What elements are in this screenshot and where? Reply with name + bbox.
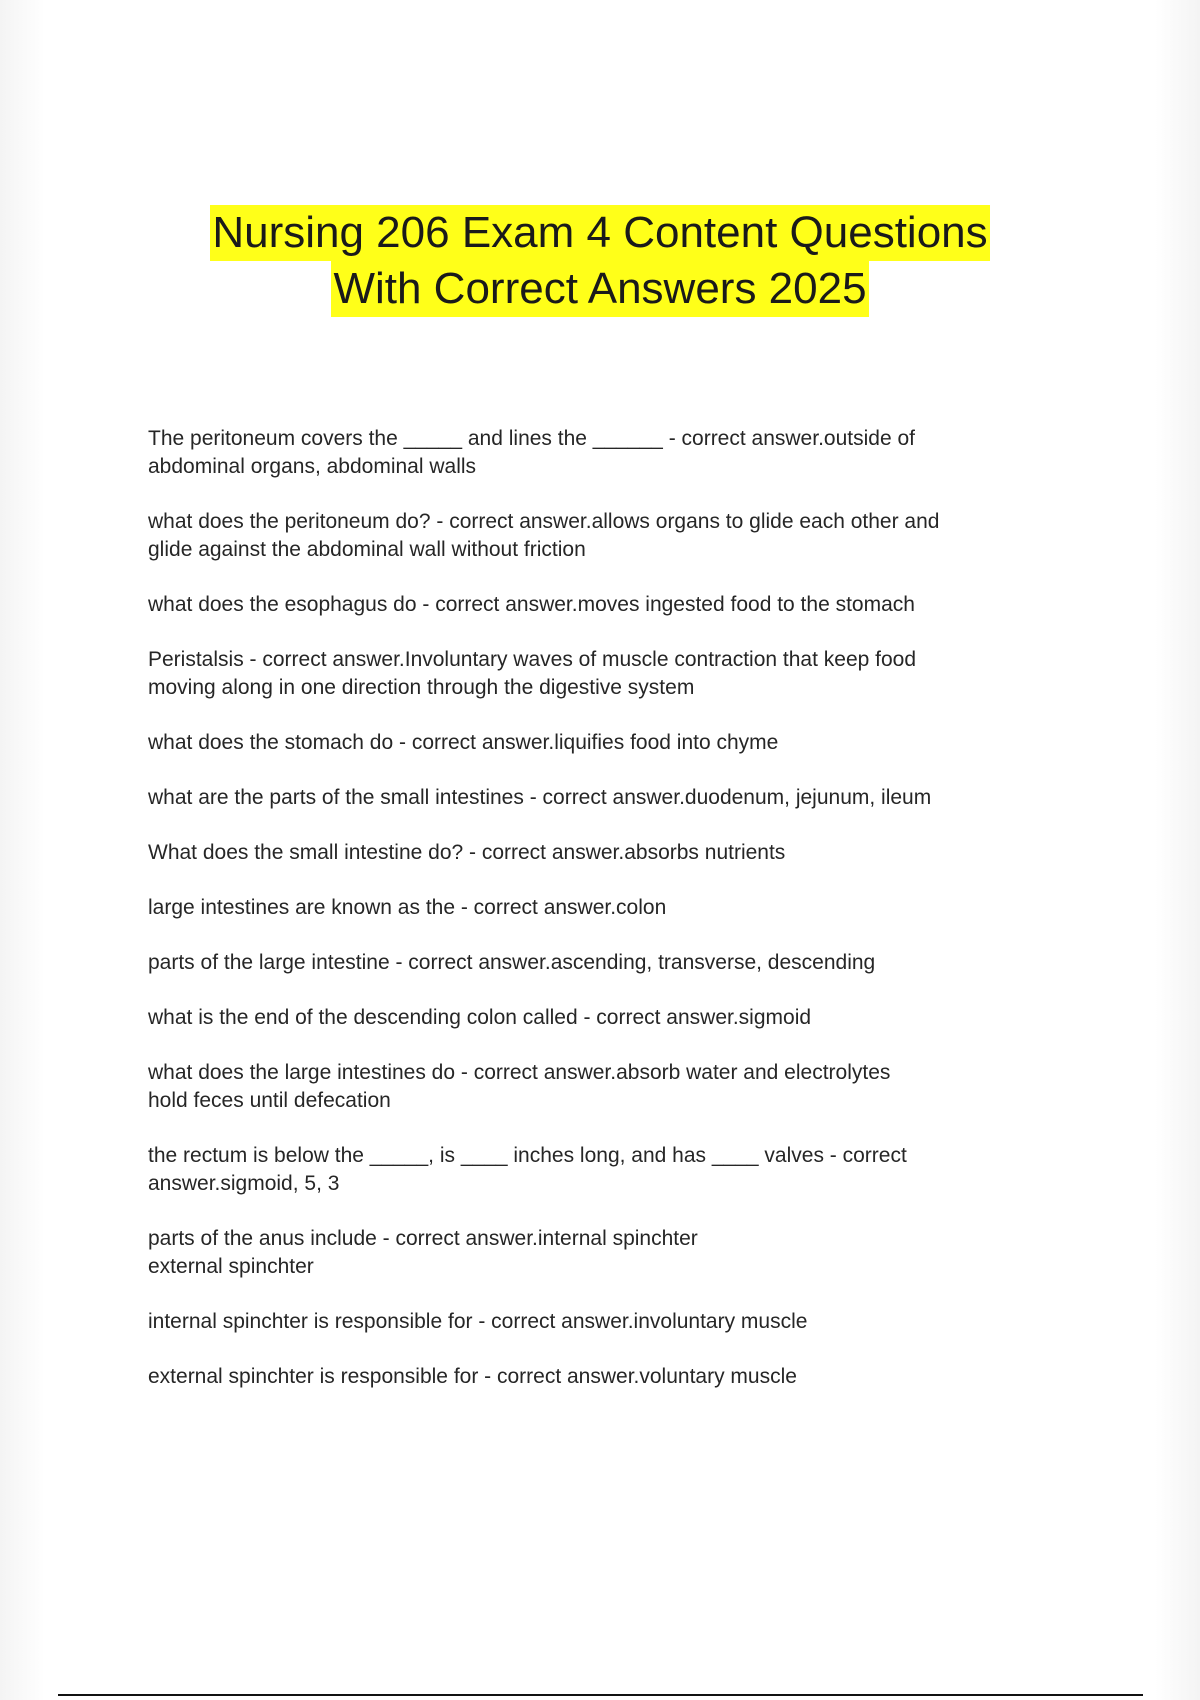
qa-item: parts of the anus include - correct answer.internal spinchter external spinchter: [148, 1227, 698, 1278]
question-answer-list: [148, 425, 1068, 1418]
qa-item: what does the esophagus do - correct answer.moves ingested food to the stomach: [148, 593, 915, 616]
title-line-1: Nursing 206 Exam 4 Content Questions: [210, 205, 989, 261]
qa-item: parts of the large intestine - correct answer.ascending, transverse, descending: [148, 951, 876, 974]
qa-item: what does the large intestines do - correct answer.absorb water and electrolytes hold feces until defecation: [148, 1061, 891, 1112]
qa-item: The peritoneum covers the _____ and lines the ______ - correct answer.outside of abdominal organs, abdominal walls: [148, 427, 915, 478]
qa-item: what does the stomach do - correct answer.liquifies food into chyme: [148, 731, 779, 754]
qa-item: internal spinchter is responsible for - correct answer.involuntary muscle: [148, 1310, 808, 1333]
qa-item: the rectum is below the _____, is ____ inches long, and has ____ valves - correct answer.sigmoid, 5, 3: [148, 1144, 907, 1195]
qa-item: What does the small intestine do? - correct answer.absorbs nutrients: [148, 841, 786, 864]
document-title: [0, 205, 1200, 317]
qa-item: external spinchter is responsible for - correct answer.voluntary muscle: [148, 1365, 797, 1388]
footer-divider: [58, 1694, 1143, 1696]
qa-item: what does the peritoneum do? - correct answer.allows organs to glide each other and glide against the abdominal wall without friction: [148, 510, 940, 561]
qa-item: Peristalsis - correct answer.Involuntary waves of muscle contraction that keep food moving along in one direction through the digestive system: [148, 648, 917, 699]
qa-item: what are the parts of the small intestines - correct answer.duodenum, jejunum, ileum: [148, 786, 932, 809]
qa-item: what is the end of the descending colon called - correct answer.sigmoid: [148, 1006, 812, 1029]
title-line-2: With Correct Answers 2025: [331, 261, 868, 317]
qa-item: large intestines are known as the - correct answer.colon: [148, 896, 667, 919]
